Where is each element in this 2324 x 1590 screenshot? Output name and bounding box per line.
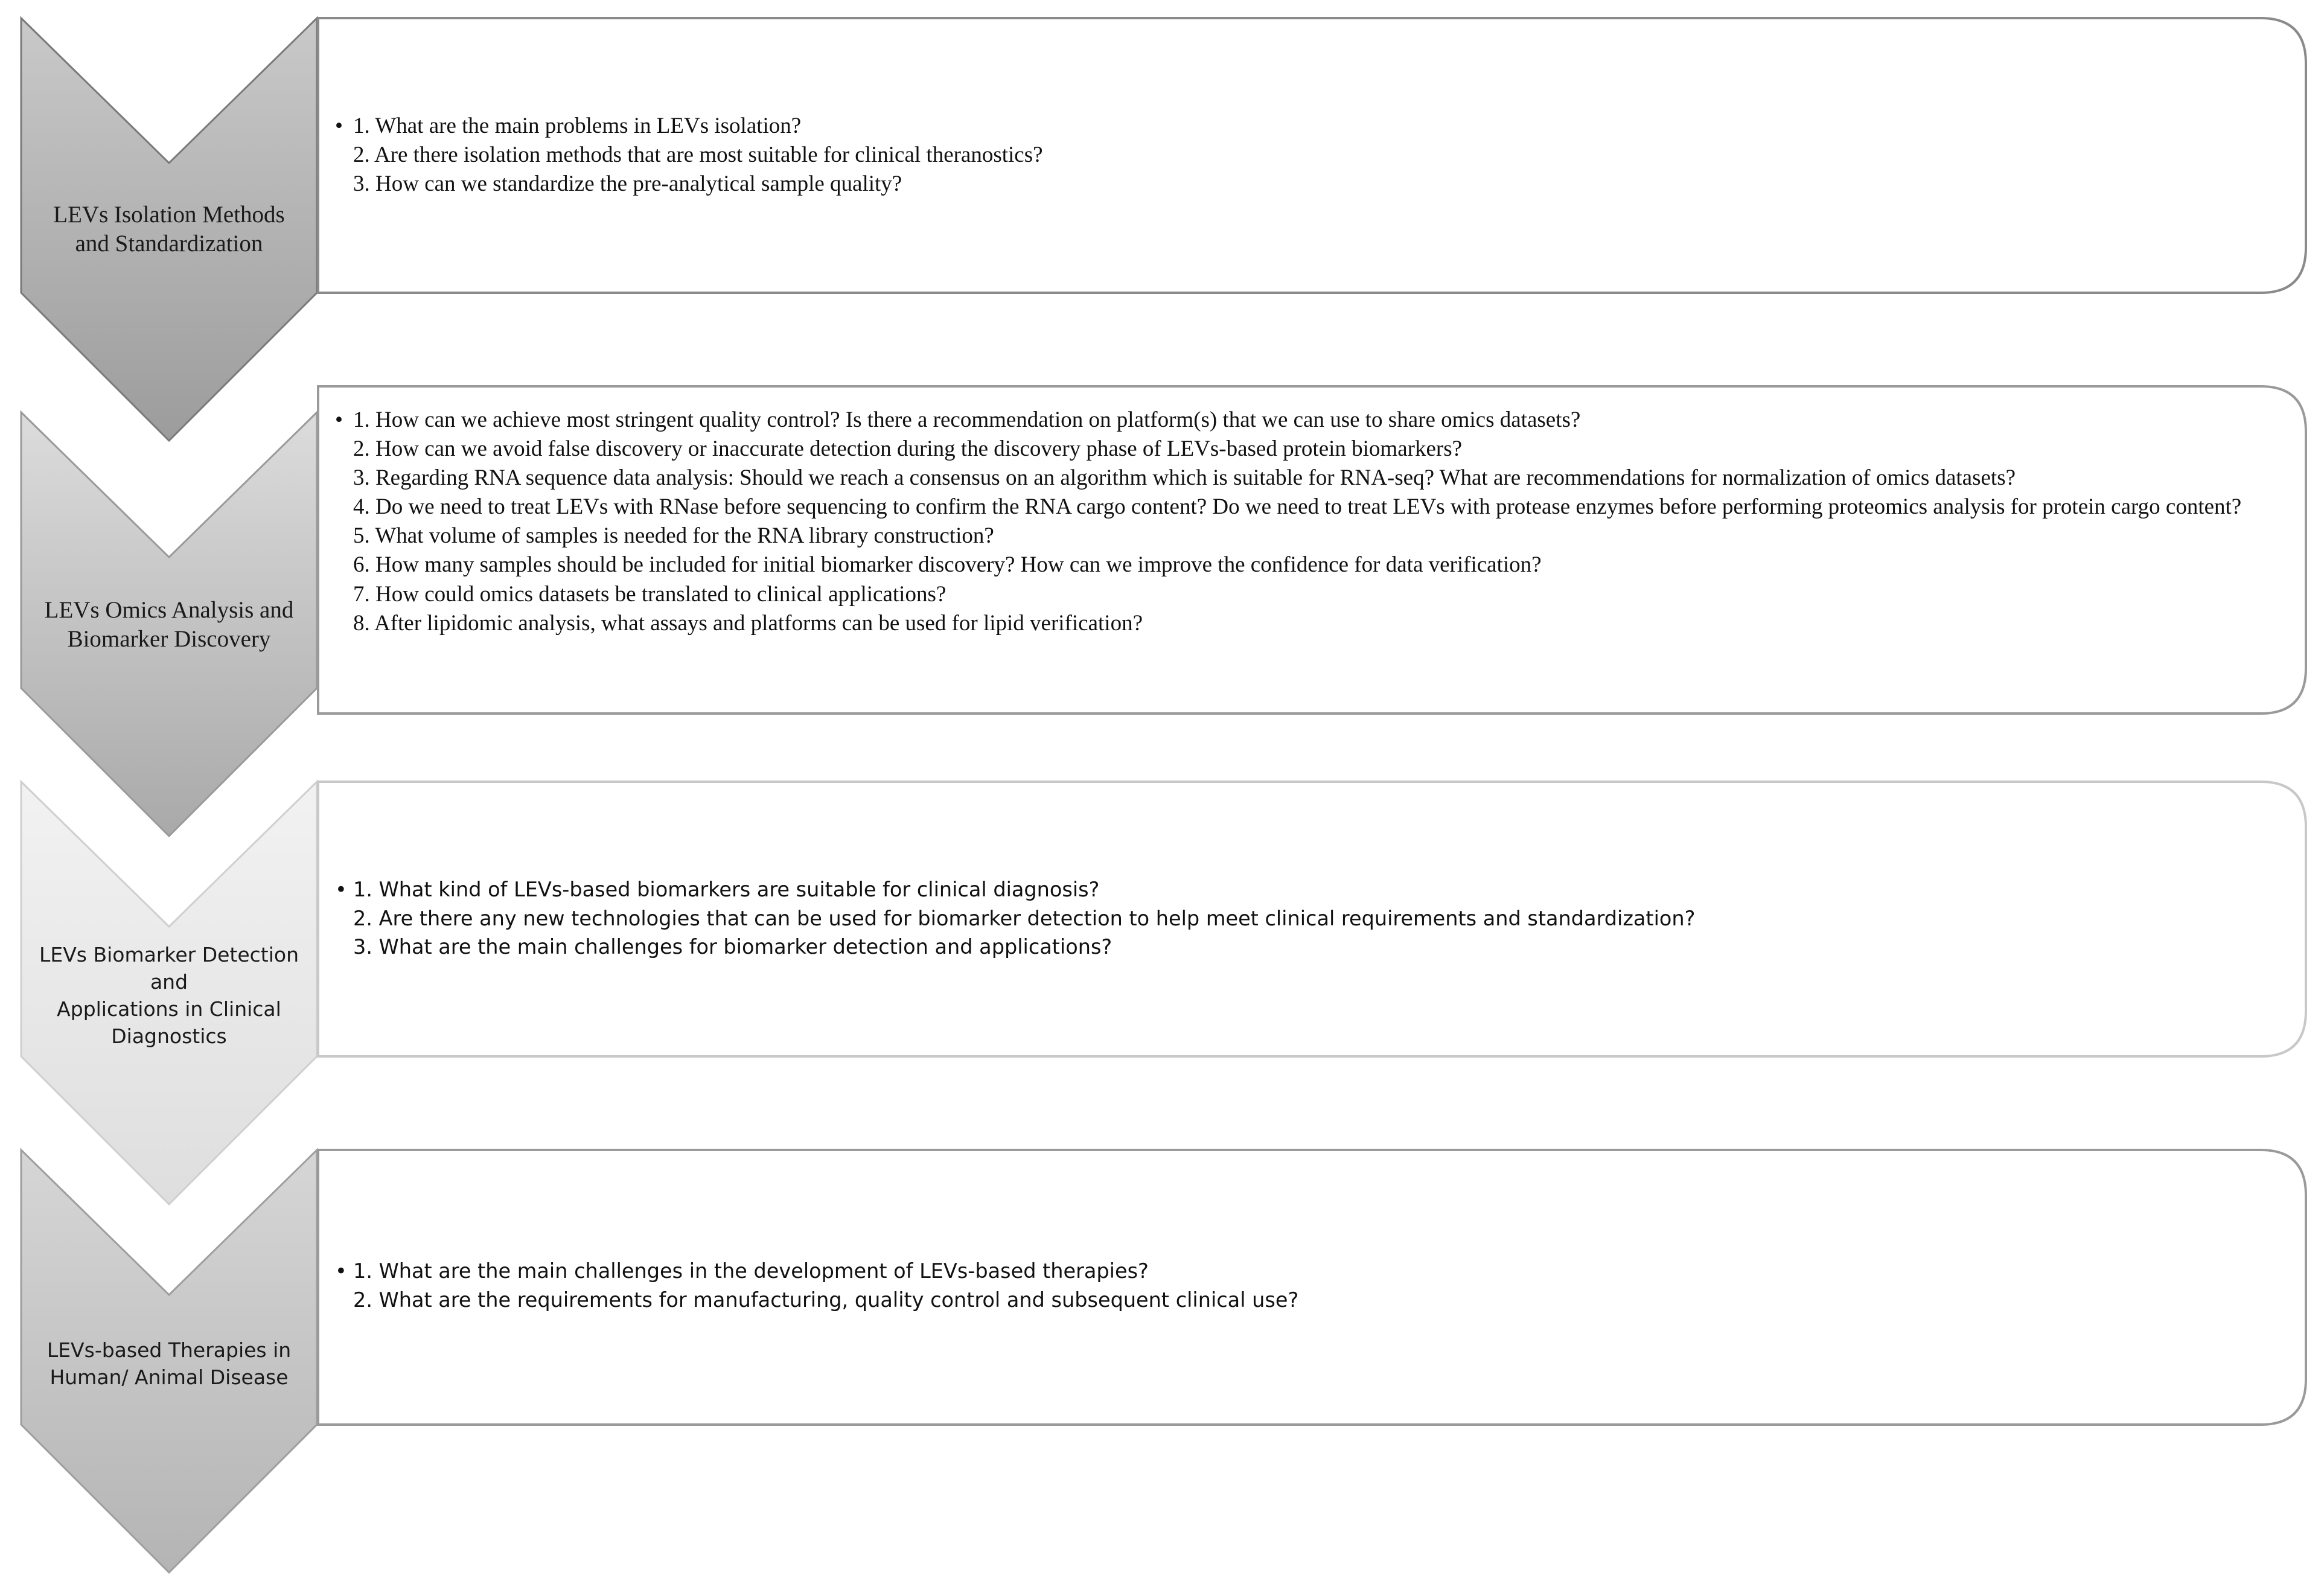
stage-1-title-line: LEVs Isolation Methods: [53, 202, 285, 228]
stage-4-questions: [335, 1257, 2279, 1314]
bullet-icon: •: [335, 1259, 347, 1283]
stage-3-title: [23, 942, 315, 1050]
question-item: 3. How can we standardize the pre-analytical sample quality?: [353, 171, 902, 197]
bullet-icon: •: [335, 878, 347, 901]
question-list: [335, 406, 2285, 638]
question-list: [335, 875, 2279, 962]
stage-1-title-line: and Standardization: [75, 231, 263, 257]
stage-2-questions: [335, 406, 2285, 638]
stage-4-title-line: Human/ Animal Disease: [49, 1365, 289, 1389]
question-item: 4. Do we need to treat LEVs with RNase before sequencing to confirm the RNA cargo content? Do we need to treat LEVs with protease enzymes before performing proteomics analysis for protein cargo content?: [353, 494, 2242, 520]
stage-2-title: [27, 576, 311, 673]
stage-3-title-line: Diagnostics: [111, 1024, 227, 1048]
question-item: 2. How can we avoid false discovery or inaccurate detection during the discovery phase of LEVs-based protein biomarkers?: [353, 436, 1463, 462]
question-list: [335, 1257, 2279, 1314]
stage-3-title-line: Applications in Clinical: [57, 997, 281, 1021]
question-item: 3. Regarding RNA sequence data analysis: Should we reach a consensus on an algorithm which is suitable for RNA-seq? What are recommendations for normalization of omics datasets?: [353, 465, 2016, 491]
stage-3-questions: [335, 875, 2279, 962]
stage-1-questions: [335, 112, 2279, 199]
question-item: 1. What are the main problems in LEVs isolation?: [353, 113, 802, 138]
question-item: 6. How many samples should be included for initial biomarker discovery? How can we improve the confidence for data verification?: [353, 552, 1542, 578]
question-item: 3. What are the main challenges for biomarker detection and applications?: [353, 935, 1113, 959]
stage-4-title: [27, 1319, 311, 1410]
question-item: 5. What volume of samples is needed for the RNA library construction?: [353, 523, 994, 549]
bullet-icon: •: [335, 113, 343, 138]
stage-3-title-line: LEVs Biomarker Detection and: [39, 943, 299, 994]
stage-2-title-line: Biomarker Discovery: [67, 626, 271, 652]
question-item: 2. What are the requirements for manufacturing, quality control and subsequent clinical use?: [353, 1288, 1299, 1312]
question-item: 2. Are there any new technologies that can be used for biomarker detection to help meet clinical requirements and standardization?: [353, 906, 1696, 930]
question-list: [335, 112, 2279, 199]
question-item: 8. After lipidomic analysis, what assays and platforms can be used for lipid verification?: [353, 610, 1143, 636]
question-item: 1. How can we achieve most stringent quality control? Is there a recommendation on platform(s) that we can use to share omics datasets?: [353, 407, 1581, 432]
question-item: 1. What kind of LEVs-based biomarkers are suitable for clinical diagnosis?: [353, 878, 1100, 901]
stage-2-title-line: LEVs Omics Analysis and: [44, 597, 294, 624]
question-item: 2. Are there isolation methods that are most suitable for clinical theranostics?: [353, 142, 1043, 168]
stage-4-title-line: LEVs-based Therapies in: [46, 1338, 292, 1362]
stage-1-title: [27, 181, 311, 278]
bullet-icon: •: [335, 407, 343, 432]
question-item: 7. How could omics datasets be translated to clinical applications?: [353, 581, 947, 607]
question-item: 1. What are the main challenges in the development of LEVs-based therapies?: [353, 1259, 1149, 1283]
